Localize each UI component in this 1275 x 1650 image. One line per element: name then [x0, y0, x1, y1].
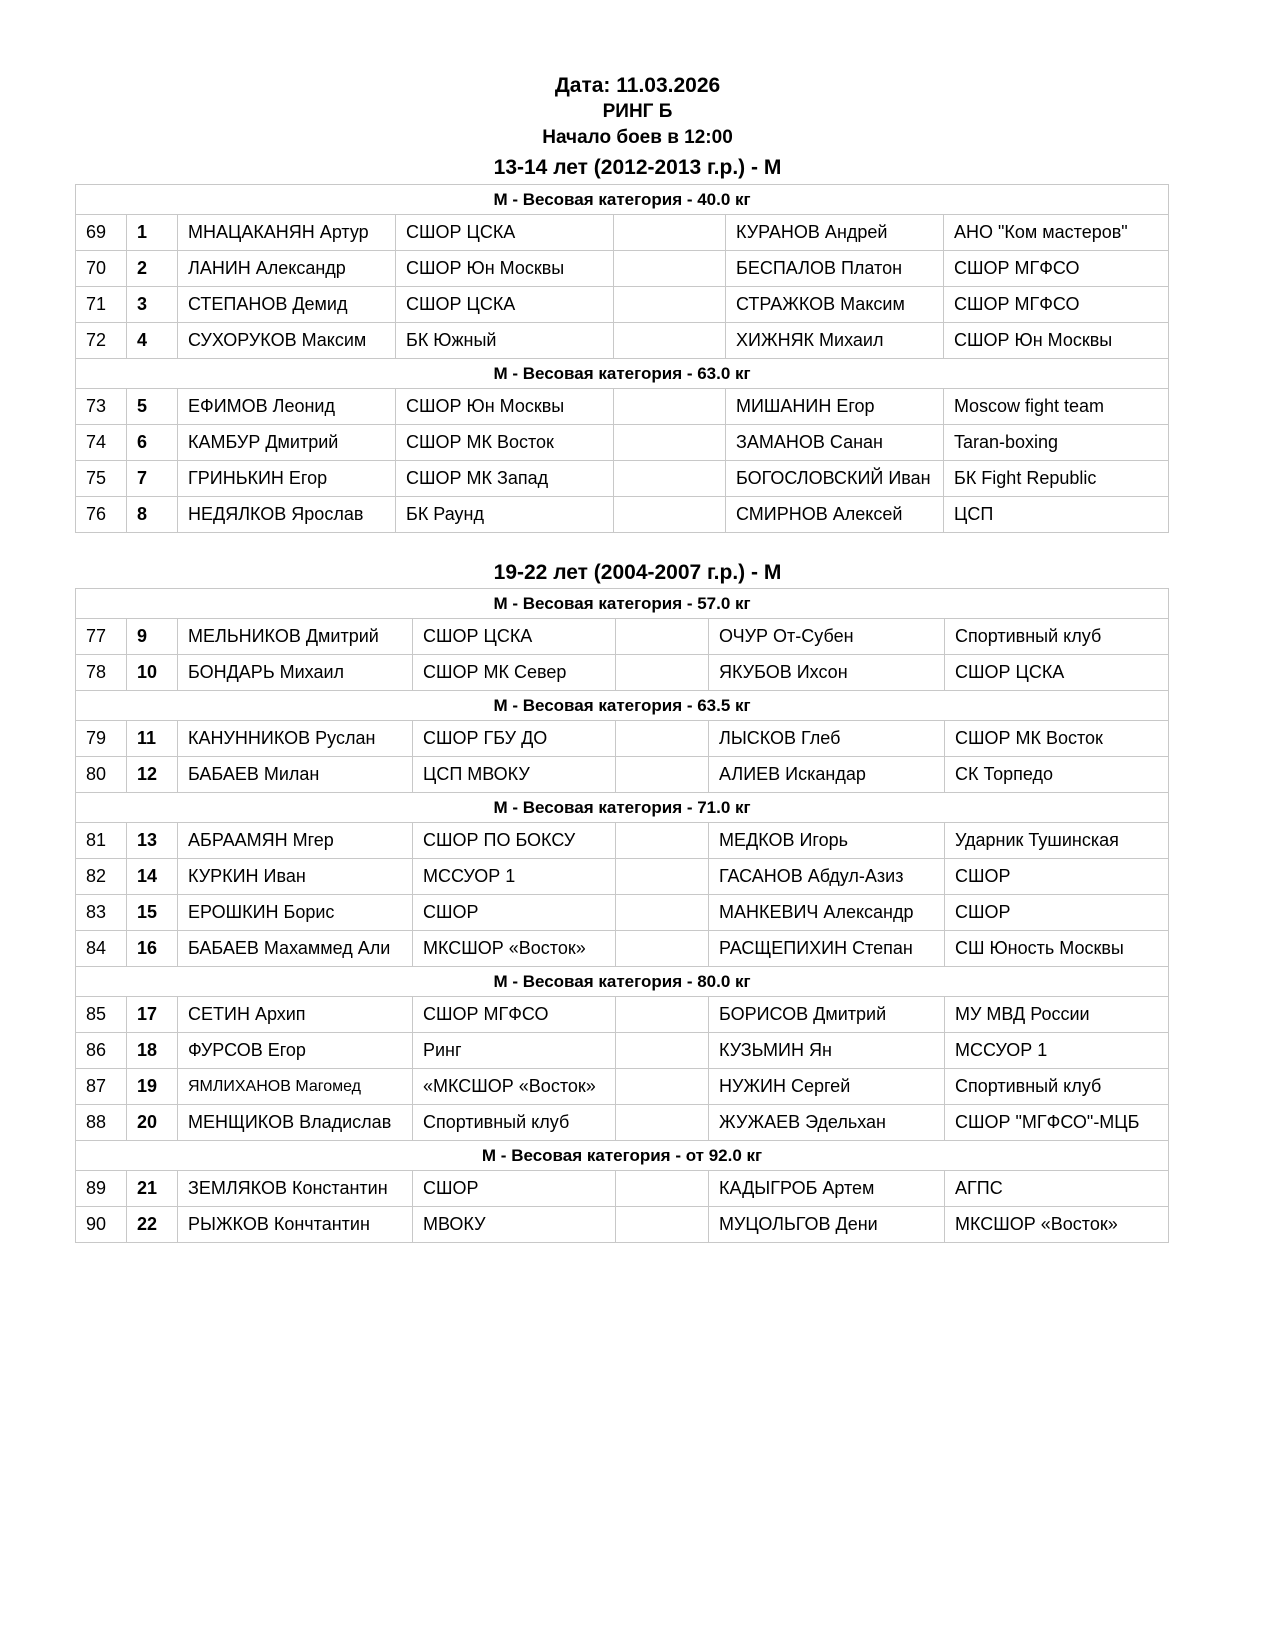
red-corner-name: ЯМЛИХАНОВ Магомед [178, 1069, 413, 1105]
bout-row [76, 1033, 1169, 1069]
bout-row [76, 389, 1169, 425]
bouts-table [75, 588, 1169, 1243]
bout-row [76, 757, 1169, 793]
bout-number: 78 [76, 655, 127, 691]
pair-number: 9 [127, 619, 178, 655]
red-corner-name: БОНДАРЬ Михаил [178, 655, 413, 691]
bout-number: 72 [76, 323, 127, 359]
bout-row [76, 323, 1169, 359]
red-corner-club: «МКСШОР «Восток» [413, 1069, 616, 1105]
pair-number: 19 [127, 1069, 178, 1105]
red-corner-name: РЫЖКОВ Кончтантин [178, 1207, 413, 1243]
blue-corner-club: МКСШОР «Восток» [945, 1207, 1169, 1243]
pair-number: 10 [127, 655, 178, 691]
red-corner-name: КУРКИН Иван [178, 859, 413, 895]
pair-number: 4 [127, 323, 178, 359]
result-cell [614, 425, 726, 461]
red-corner-name: ФУРСОВ Егор [178, 1033, 413, 1069]
red-corner-club: СШОР [413, 895, 616, 931]
weight-category-row [76, 967, 1169, 997]
pair-number: 1 [127, 215, 178, 251]
bout-number: 76 [76, 497, 127, 533]
pair-number: 20 [127, 1105, 178, 1141]
result-cell [616, 1207, 709, 1243]
result-cell [616, 757, 709, 793]
bout-row [76, 215, 1169, 251]
blue-corner-name: МИШАНИН Егор [726, 389, 944, 425]
bout-number: 81 [76, 823, 127, 859]
blue-corner-name: КАДЫГРОБ Артем [709, 1171, 945, 1207]
page-header [0, 73, 1275, 151]
section-title: 19-22 лет (2004-2007 г.р.) - М [493, 561, 782, 584]
pair-number: 2 [127, 251, 178, 287]
bout-number: 82 [76, 859, 127, 895]
red-corner-name: МЕЛЬНИКОВ Дмитрий [178, 619, 413, 655]
red-corner-club: Ринг [413, 1033, 616, 1069]
blue-corner-club: СШОР Юн Москвы [944, 323, 1169, 359]
blue-corner-name: СТРАЖКОВ Максим [726, 287, 944, 323]
red-corner-club: СШОР Юн Москвы [396, 251, 614, 287]
bout-row [76, 823, 1169, 859]
bout-row [76, 895, 1169, 931]
blue-corner-club: Спортивный клуб [945, 1069, 1169, 1105]
weight-category-row [76, 589, 1169, 619]
blue-corner-club: АНО "Ком мастеров" [944, 215, 1169, 251]
bout-row [76, 461, 1169, 497]
weight-category-row [76, 691, 1169, 721]
bouts-table [75, 184, 1169, 533]
blue-corner-club: СШОР ЦСКА [945, 655, 1169, 691]
blue-corner-name: ЯКУБОВ Ихсон [709, 655, 945, 691]
result-cell [614, 323, 726, 359]
blue-corner-club: АГПС [945, 1171, 1169, 1207]
red-corner-club: СШОР ЦСКА [396, 215, 614, 251]
result-cell [616, 1033, 709, 1069]
result-cell [614, 215, 726, 251]
ring-name: РИНГ Б [602, 101, 673, 122]
red-corner-name: ЕФИМОВ Леонид [178, 389, 396, 425]
result-cell [614, 461, 726, 497]
bout-number: 77 [76, 619, 127, 655]
weight-category-label: М - Весовая категория - 80.0 кг [76, 967, 1169, 997]
blue-corner-club: МУ МВД России [945, 997, 1169, 1033]
red-corner-name: КАНУННИКОВ Руслан [178, 721, 413, 757]
pair-number: 13 [127, 823, 178, 859]
blue-corner-name: МЕДКОВ Игорь [709, 823, 945, 859]
pair-number: 15 [127, 895, 178, 931]
pair-number: 5 [127, 389, 178, 425]
blue-corner-name: ГАСАНОВ Абдул-Азиз [709, 859, 945, 895]
bout-number: 87 [76, 1069, 127, 1105]
blue-corner-club: СШ Юность Москвы [945, 931, 1169, 967]
weight-category-row [76, 793, 1169, 823]
red-corner-club: СШОР МК Запад [396, 461, 614, 497]
pair-number: 22 [127, 1207, 178, 1243]
blue-corner-club: СШОР [945, 895, 1169, 931]
result-cell [616, 823, 709, 859]
bout-number: 85 [76, 997, 127, 1033]
bout-row [76, 1207, 1169, 1243]
bout-row [76, 619, 1169, 655]
weight-category-label: М - Весовая категория - 63.0 кг [76, 359, 1169, 389]
red-corner-name: ЛАНИН Александр [178, 251, 396, 287]
blue-corner-name: БЕСПАЛОВ Платон [726, 251, 944, 287]
red-corner-name: АБРААМЯН Мгер [178, 823, 413, 859]
result-cell [616, 931, 709, 967]
bout-number: 89 [76, 1171, 127, 1207]
blue-corner-club: СШОР МГФСО [944, 287, 1169, 323]
bout-row [76, 931, 1169, 967]
red-corner-club: БК Раунд [396, 497, 614, 533]
red-corner-club: СШОР МГФСО [413, 997, 616, 1033]
bout-row [76, 721, 1169, 757]
bout-number: 83 [76, 895, 127, 931]
red-corner-name: МНАЦАКАНЯН Артур [178, 215, 396, 251]
red-corner-club: СШОР ГБУ ДО [413, 721, 616, 757]
weight-category-label: М - Весовая категория - от 92.0 кг [76, 1141, 1169, 1171]
red-corner-name: БАБАЕВ Милан [178, 757, 413, 793]
bout-number: 74 [76, 425, 127, 461]
result-cell [616, 1069, 709, 1105]
red-corner-club: БК Южный [396, 323, 614, 359]
result-cell [614, 251, 726, 287]
bout-row [76, 425, 1169, 461]
bout-number: 69 [76, 215, 127, 251]
result-cell [616, 997, 709, 1033]
red-corner-name: КАМБУР Дмитрий [178, 425, 396, 461]
red-corner-name: ЗЕМЛЯКОВ Константин [178, 1171, 413, 1207]
blue-corner-name: ЗАМАНОВ Санан [726, 425, 944, 461]
blue-corner-club: СШОР [945, 859, 1169, 895]
bout-number: 90 [76, 1207, 127, 1243]
start-time: Начало боев в 12:00 [542, 127, 733, 148]
red-corner-club: ЦСП МВОКУ [413, 757, 616, 793]
red-corner-club: СШОР МК Восток [396, 425, 614, 461]
red-corner-club: МВОКУ [413, 1207, 616, 1243]
blue-corner-club: МССУОР 1 [945, 1033, 1169, 1069]
event-date: Дата: 11.03.2026 [554, 74, 721, 97]
bout-number: 80 [76, 757, 127, 793]
red-corner-club: СШОР ЦСКА [396, 287, 614, 323]
blue-corner-name: АЛИЕВ Искандар [709, 757, 945, 793]
bout-row [76, 251, 1169, 287]
blue-corner-name: МАНКЕВИЧ Александр [709, 895, 945, 931]
red-corner-name: МЕНЩИКОВ Владислав [178, 1105, 413, 1141]
blue-corner-club: СШОР "МГФСО"-МЦБ [945, 1105, 1169, 1141]
pair-number: 21 [127, 1171, 178, 1207]
red-corner-club: СШОР ПО БОКСУ [413, 823, 616, 859]
pair-number: 8 [127, 497, 178, 533]
red-corner-name: БАБАЕВ Махаммед Али [178, 931, 413, 967]
weight-category-label: М - Весовая категория - 57.0 кг [76, 589, 1169, 619]
result-cell [614, 497, 726, 533]
blue-corner-club: ЦСП [944, 497, 1169, 533]
pair-number: 7 [127, 461, 178, 497]
blue-corner-name: ЛЫСКОВ Глеб [709, 721, 945, 757]
pair-number: 14 [127, 859, 178, 895]
blue-corner-name: КУРАНОВ Андрей [726, 215, 944, 251]
result-cell [616, 1105, 709, 1141]
bout-number: 73 [76, 389, 127, 425]
blue-corner-name: РАСЩЕПИХИН Степан [709, 931, 945, 967]
red-corner-club: МКСШОР «Восток» [413, 931, 616, 967]
blue-corner-name: НУЖИН Сергей [709, 1069, 945, 1105]
blue-corner-name: БОРИСОВ Дмитрий [709, 997, 945, 1033]
blue-corner-name: МУЦОЛЬГОВ Дени [709, 1207, 945, 1243]
blue-corner-name: ОЧУР От-Субен [709, 619, 945, 655]
pair-number: 3 [127, 287, 178, 323]
pair-number: 12 [127, 757, 178, 793]
section-title: 13-14 лет (2012-2013 г.р.) - М [493, 156, 782, 179]
blue-corner-club: БК Fight Republic [944, 461, 1169, 497]
blue-corner-name: БОГОСЛОВСКИЙ Иван [726, 461, 944, 497]
bout-number: 84 [76, 931, 127, 967]
blue-corner-club: СШОР МК Восток [945, 721, 1169, 757]
pair-number: 16 [127, 931, 178, 967]
result-cell [614, 389, 726, 425]
bout-row [76, 1105, 1169, 1141]
weight-category-label: М - Весовая категория - 63.5 кг [76, 691, 1169, 721]
bout-number: 79 [76, 721, 127, 757]
result-cell [616, 895, 709, 931]
bout-number: 75 [76, 461, 127, 497]
weight-category-row [76, 1141, 1169, 1171]
bout-row [76, 1171, 1169, 1207]
bout-number: 86 [76, 1033, 127, 1069]
blue-corner-club: Moscow fight team [944, 389, 1169, 425]
red-corner-club: СШОР Юн Москвы [396, 389, 614, 425]
red-corner-club: СШОР МК Север [413, 655, 616, 691]
blue-corner-name: ЖУЖАЕВ Эдельхан [709, 1105, 945, 1141]
bout-row [76, 859, 1169, 895]
blue-corner-name: ХИЖНЯК Михаил [726, 323, 944, 359]
red-corner-club: Спортивный клуб [413, 1105, 616, 1141]
pair-number: 11 [127, 721, 178, 757]
blue-corner-club: Спортивный клуб [945, 619, 1169, 655]
red-corner-name: СЕТИН Архип [178, 997, 413, 1033]
blue-corner-club: Ударник Тушинская [945, 823, 1169, 859]
result-cell [614, 287, 726, 323]
result-cell [616, 859, 709, 895]
pair-number: 6 [127, 425, 178, 461]
bout-number: 71 [76, 287, 127, 323]
blue-corner-club: СШОР МГФСО [944, 251, 1169, 287]
pair-number: 17 [127, 997, 178, 1033]
weight-category-label: М - Весовая категория - 71.0 кг [76, 793, 1169, 823]
result-cell [616, 619, 709, 655]
red-corner-name: НЕДЯЛКОВ Ярослав [178, 497, 396, 533]
red-corner-club: СШОР ЦСКА [413, 619, 616, 655]
red-corner-name: СТЕПАНОВ Демид [178, 287, 396, 323]
bout-number: 70 [76, 251, 127, 287]
bout-number: 88 [76, 1105, 127, 1141]
red-corner-name: ГРИНЬКИН Егор [178, 461, 396, 497]
red-corner-name: СУХОРУКОВ Максим [178, 323, 396, 359]
bout-row [76, 287, 1169, 323]
bout-row [76, 497, 1169, 533]
red-corner-name: ЕРОШКИН Борис [178, 895, 413, 931]
red-corner-club: СШОР [413, 1171, 616, 1207]
weight-category-label: М - Весовая категория - 40.0 кг [76, 185, 1169, 215]
blue-corner-club: Taran-boxing [944, 425, 1169, 461]
bout-row [76, 655, 1169, 691]
weight-category-row [76, 359, 1169, 389]
weight-category-row [76, 185, 1169, 215]
result-cell [616, 721, 709, 757]
bout-row [76, 1069, 1169, 1105]
pair-number: 18 [127, 1033, 178, 1069]
red-corner-club: МССУОР 1 [413, 859, 616, 895]
result-cell [616, 655, 709, 691]
blue-corner-club: СК Торпедо [945, 757, 1169, 793]
result-cell [616, 1171, 709, 1207]
blue-corner-name: КУЗЬМИН Ян [709, 1033, 945, 1069]
blue-corner-name: СМИРНОВ Алексей [726, 497, 944, 533]
bout-row [76, 997, 1169, 1033]
